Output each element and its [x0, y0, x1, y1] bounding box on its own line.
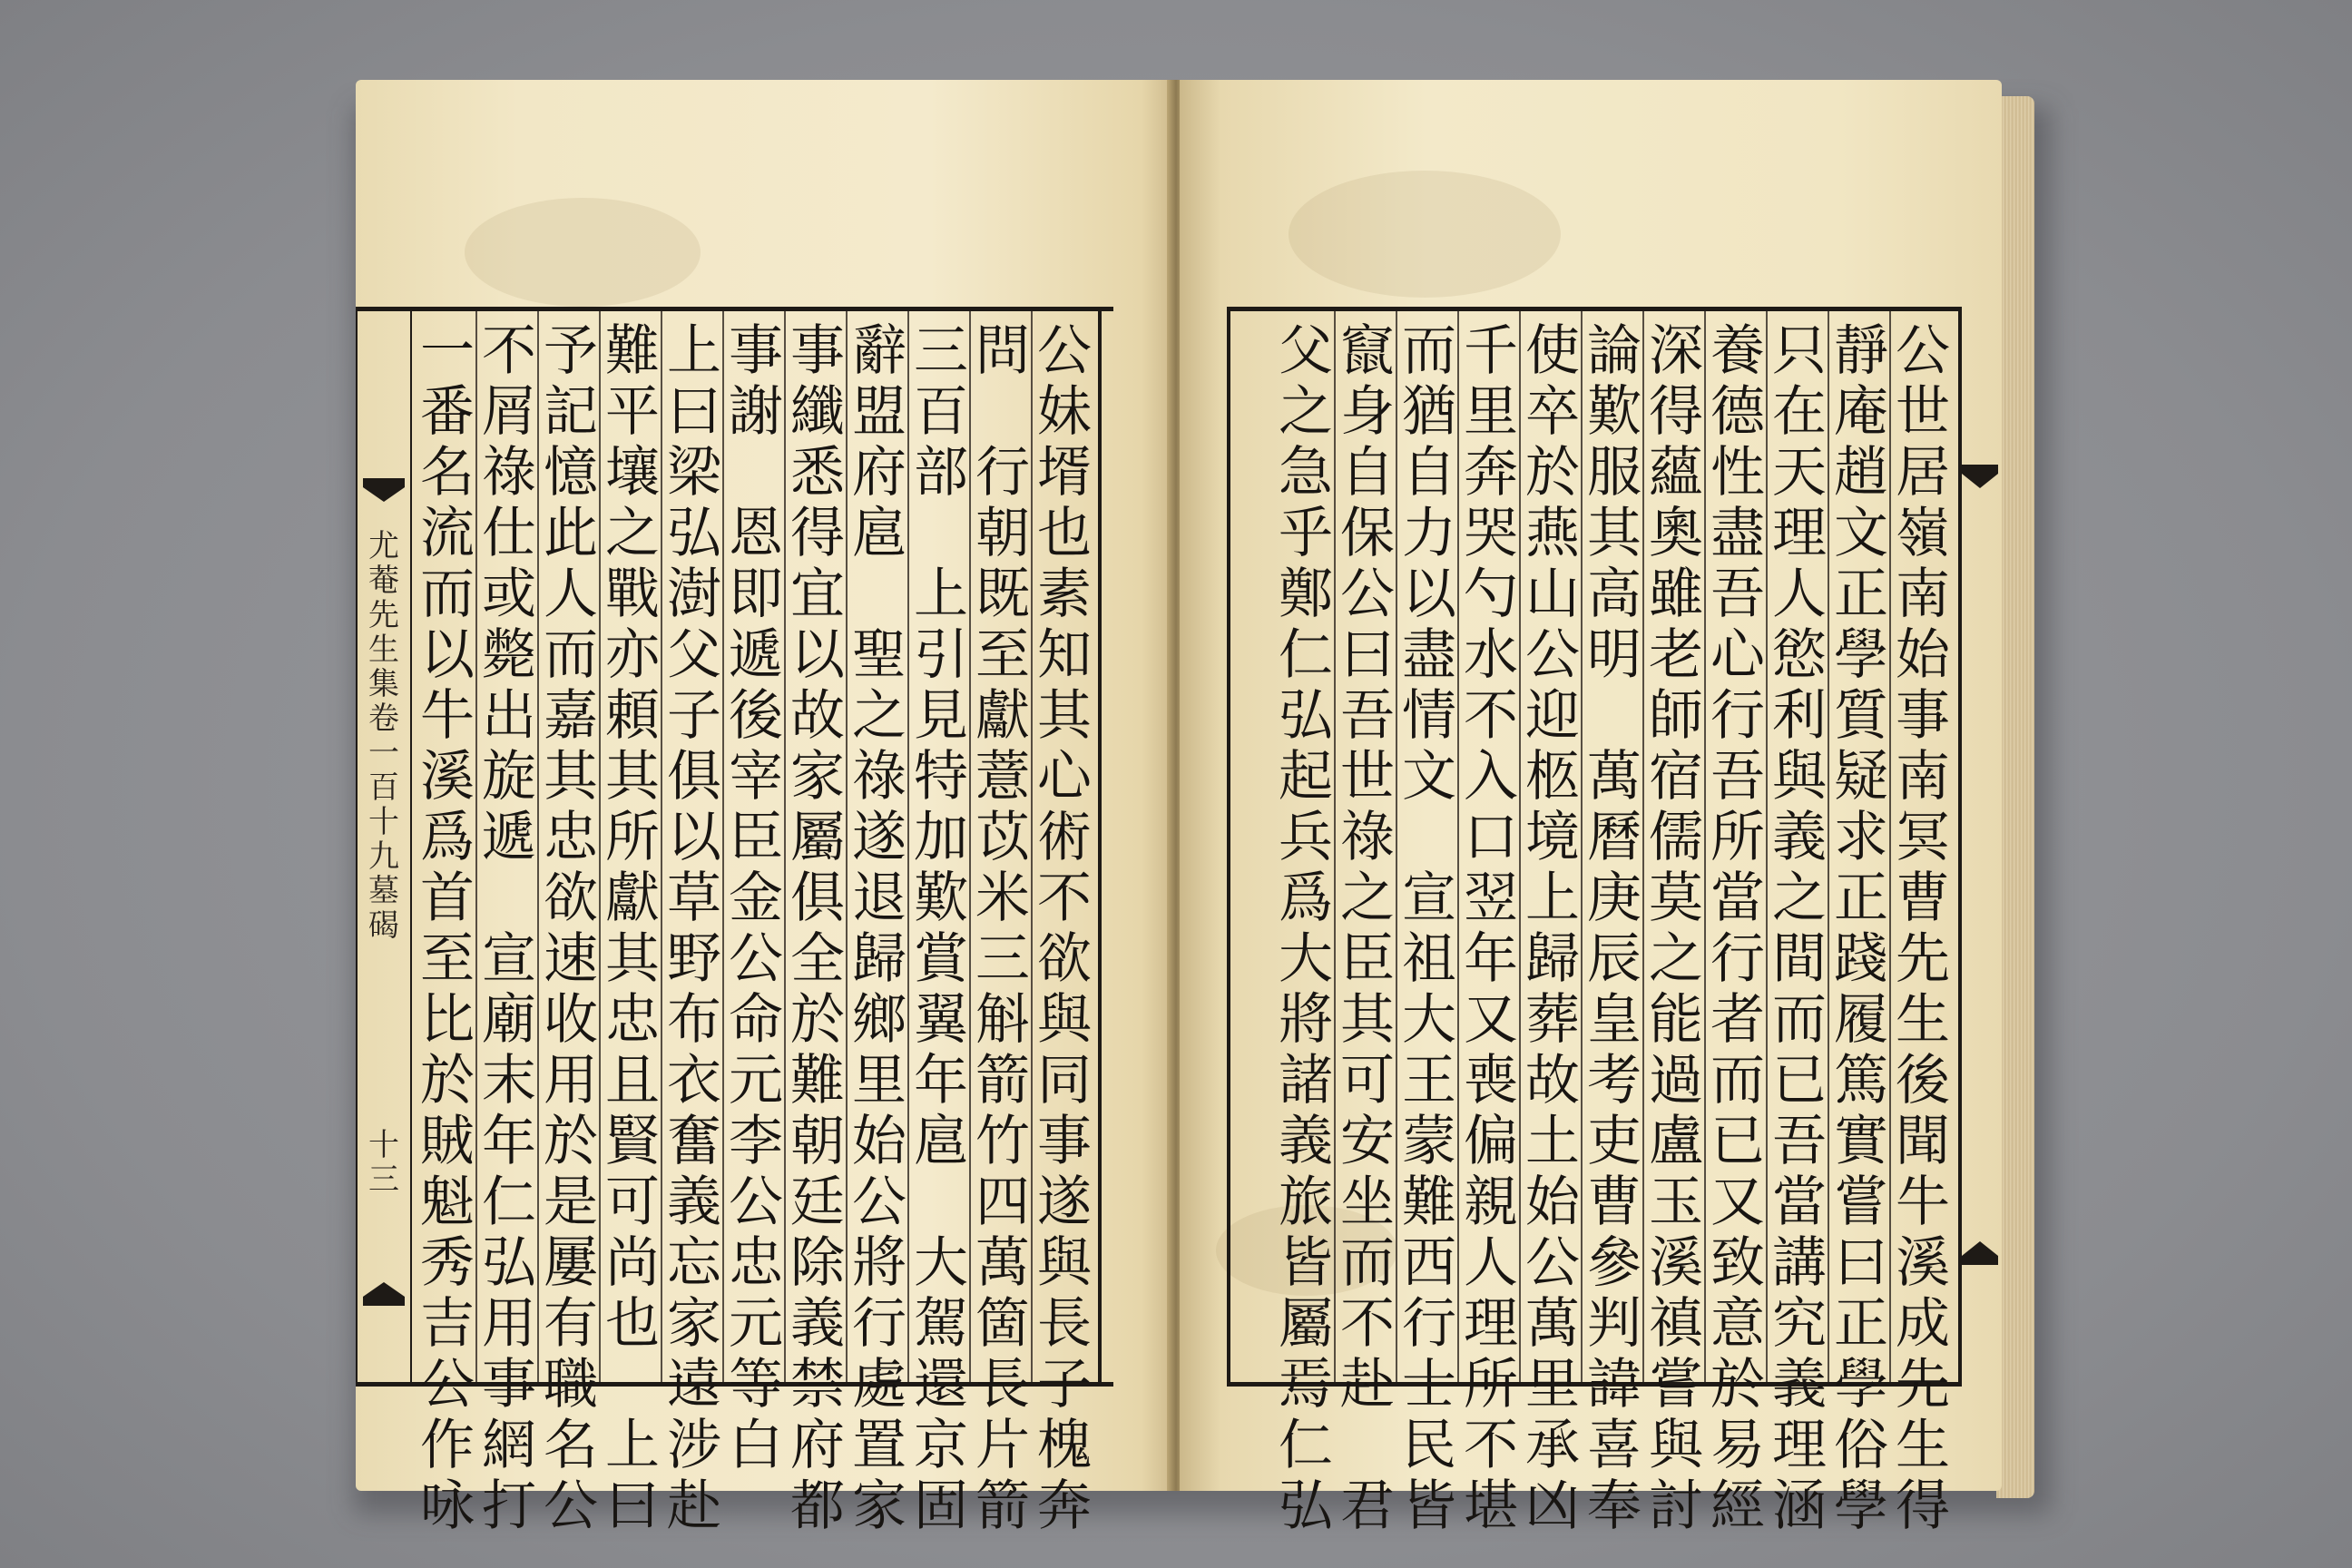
column-rule [599, 311, 601, 1382]
fish-tail-mark-bottom [1962, 1232, 2002, 1269]
left-text-column: 辭 盟 府 扈 聖 之 祿 遂 退 歸 鄉 里 始 公 將 行 處 置 家 [852, 319, 906, 1538]
right-page [1180, 80, 2002, 1538]
left-text-column: 上 曰 梁 弘 澍 父 子 俱 以 草 野 布 衣 奮 義 忘 家 遠 涉 赴 [667, 319, 721, 1538]
fish-tail-mark-top [1962, 461, 2002, 497]
left-page [356, 80, 1174, 1538]
frame-left-edge [1227, 311, 1230, 1382]
column-rule [722, 311, 724, 1382]
right-text-column: 千 里 奔 哭 勺 水 不 入 口 翌 年 又 喪 偏 親 人 理 所 不 堪 [1464, 319, 1518, 1538]
left-text-column: 事 纖 悉 得 宜 以 故 家 屬 俱 全 於 難 朝 廷 除 義 禁 府 都 [790, 319, 845, 1538]
right-text-column: 竄 身 自 保 公 曰 吾 世 祿 之 臣 其 可 安 坐 而 不 赴 君 [1340, 319, 1395, 1538]
column-rule [1031, 311, 1033, 1382]
page-edges [1996, 96, 2034, 1498]
fish-tail-mark-top [361, 475, 407, 511]
fold-page-number: 十 三 [368, 1127, 399, 1198]
right-text-column: 而 猶 自 力 以 盡 情 文 宣 祖 大 王 蒙 難 西 行 士 民 皆 [1402, 319, 1456, 1538]
column-rule [1334, 311, 1336, 1382]
column-rule [846, 311, 848, 1382]
right-text-column: 深 得 蘊 奧 雖 老 師 宿 儒 莫 之 能 過 盧 玉 溪 禛 嘗 與 討 [1649, 319, 1703, 1538]
left-text-column: 予 記 憶 此 人 而 嘉 其 忠 欲 速 收 用 於 是 屢 有 職 名 公 [544, 319, 598, 1538]
column-rule [1889, 311, 1891, 1382]
right-text-column: 靜 庵 趙 文 正 學 質 疑 求 正 踐 履 篤 實 嘗 曰 正 學 俗 學 [1834, 319, 1888, 1538]
column-rule [537, 311, 539, 1382]
column-rule [1828, 311, 1829, 1382]
fish-tail-mark-bottom [361, 1273, 407, 1309]
column-rule [1642, 311, 1644, 1382]
right-text-column: 只 在 天 理 人 慾 利 與 義 之 間 而 已 吾 當 講 究 義 理 涵 [1772, 319, 1827, 1538]
right-text-column: 養 德 性 盡 吾 心 行 吾 所 當 行 者 而 已 又 致 意 於 易 經 [1710, 319, 1765, 1538]
left-text-frame [356, 307, 1113, 1538]
right-text-column: 父 之 急 乎 鄭 仁 弘 起 兵 爲 大 將 諸 義 旅 皆 屬 焉 仁 弘 [1279, 319, 1333, 1538]
column-rule [1766, 311, 1768, 1382]
right-text-frame [1227, 307, 1962, 1538]
paper-stain [1289, 171, 1561, 298]
right-text-column: 使 卒 於 燕 山 公 迎 柩 境 上 歸 葬 故 土 始 公 萬 里 承 凶 [1525, 319, 1580, 1538]
left-text-column: 一 番 名 流 而 以 牛 溪 爲 首 至 比 於 賊 魁 秀 吉 公 作 咏 [420, 319, 475, 1538]
column-rule [907, 311, 909, 1382]
left-text-column: 難 平 壤 之 戰 亦 頼 其 所 獻 其 忠 且 賢 可 尚 也 上 曰 [605, 319, 660, 1538]
left-text-column: 公 妹 壻 也 素 知 其 心 術 不 欲 與 同 事 遂 與 長 子 槐 奔 [1037, 319, 1092, 1538]
left-text-column: 不 屑 祿 仕 或 斃 出 旋 遞 宣 廟 末 年 仁 弘 用 事 網 打 [482, 319, 536, 1538]
right-text-column: 公 世 居 嶺 南 始 事 南 冥 曹 先 生 後 聞 牛 溪 成 先 生 得 [1896, 319, 1950, 1538]
column-rule [475, 311, 477, 1382]
fold-title: 尤 菴 先 生 集 卷 一 百 十 九 [368, 528, 399, 875]
open-book [345, 80, 2033, 1538]
paper-stain [465, 198, 701, 307]
column-rule [1396, 311, 1397, 1382]
column-rule [1581, 311, 1583, 1382]
fold-section: 墓 碣 [368, 873, 399, 944]
right-text-column: 論 歎 服 其 高 明 萬 曆 庚 辰 皇 考 吏 曹 參 判 諱 喜 奉 [1587, 319, 1642, 1538]
left-text-column: 事 謝 恩 即 遞 後 宰 臣 金 公 命 元 李 公 忠 元 等 白 [729, 319, 783, 1477]
left-text-column: 三 百 部 上 引 見 特 加 歎 賞 翼 年 扈 大 駕 還 京 固 [914, 319, 968, 1538]
frame-right-edge [1098, 311, 1102, 1382]
column-rule [661, 311, 662, 1382]
column-rule [1704, 311, 1706, 1382]
fold-margin [356, 311, 412, 1382]
left-text-column: 問 行 朝 既 至 獻 薏 苡 米 三 斛 箭 竹 四 萬 箇 長 片 箭 [975, 319, 1030, 1538]
column-rule [1519, 311, 1521, 1382]
